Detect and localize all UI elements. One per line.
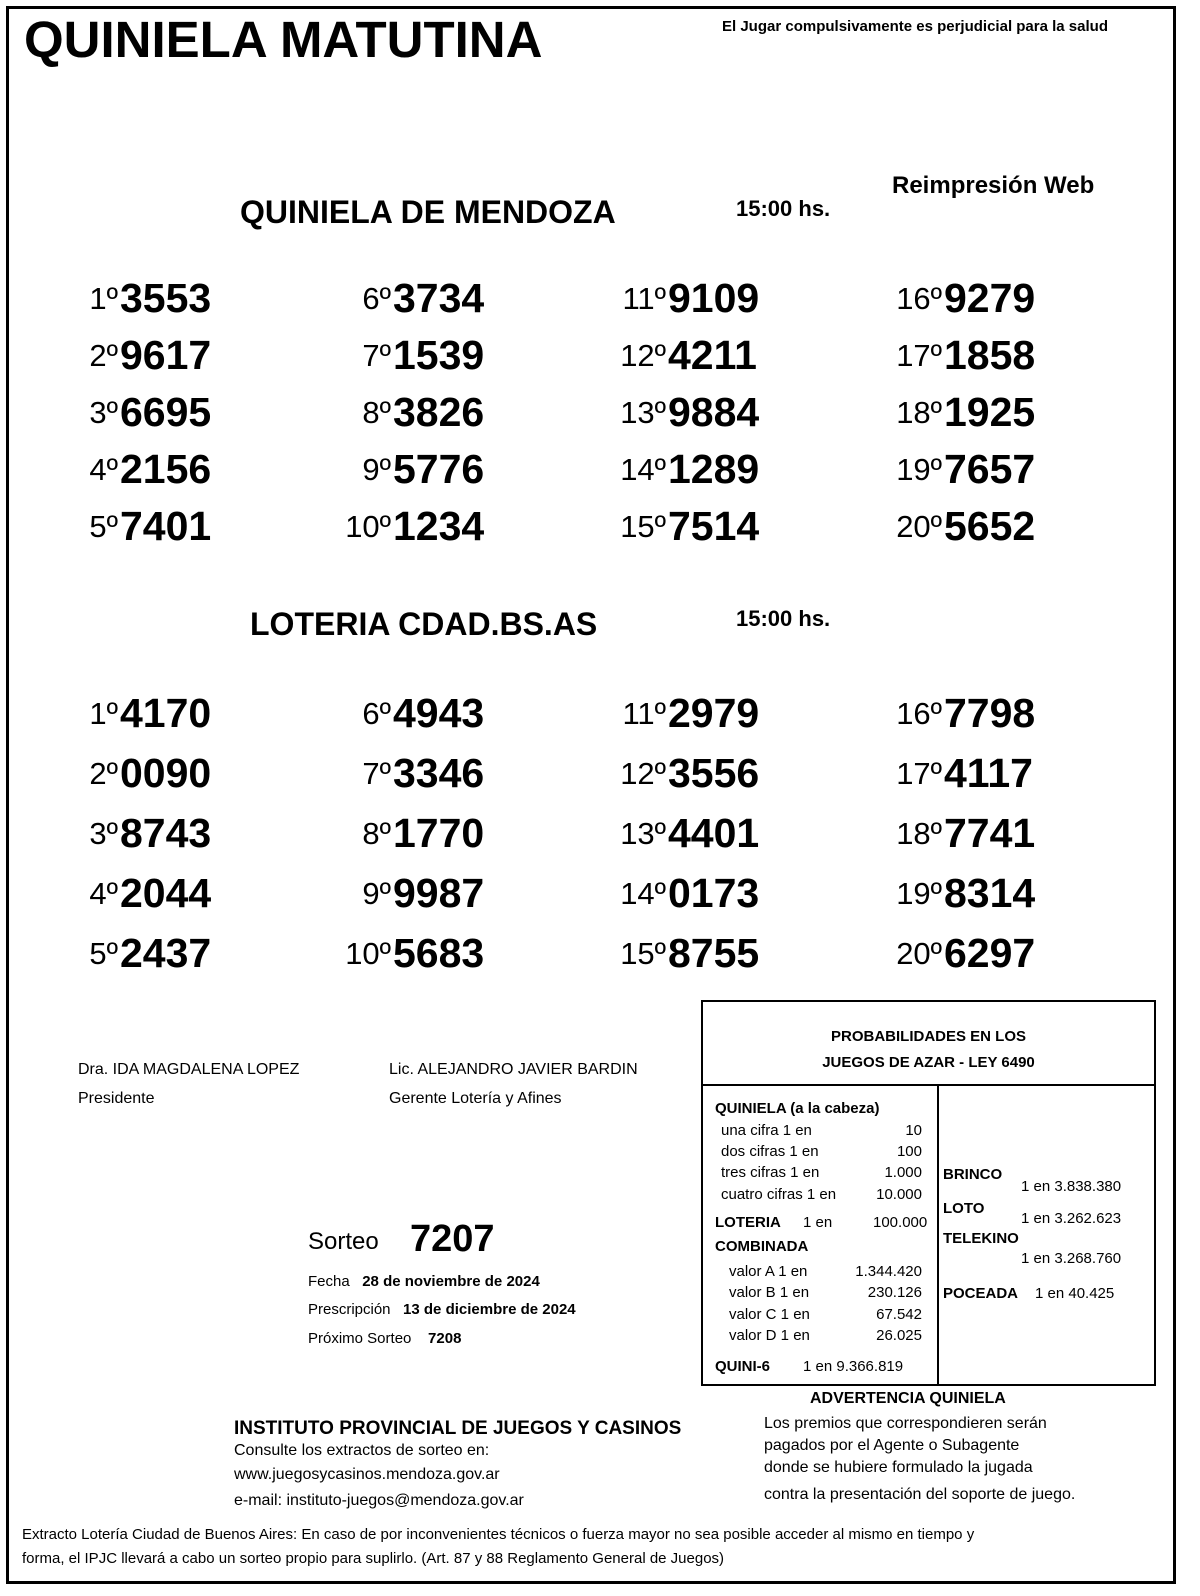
result-number: 8743 — [120, 810, 212, 856]
result-item — [854, 930, 1074, 982]
result-position: 6º — [362, 281, 391, 316]
odds-row-label: cuatro cifras 1 en — [721, 1186, 837, 1203]
result-item — [854, 750, 1074, 802]
result-position: 13º — [620, 395, 666, 430]
combinada-row-label: valor B 1 en — [729, 1284, 810, 1301]
probabilities-box — [701, 1000, 1156, 1386]
combinada-odds-label: COMBINADA — [715, 1238, 809, 1255]
institute-email-link[interactable]: e-mail: instituto-juegos@mendoza.gov.ar — [234, 1492, 524, 1509]
advertencia-line: Los premios que correspondieren serán — [764, 1415, 1047, 1432]
footer-note-line-1: Extracto Lotería Ciudad de Buenos Aires: En caso de por inconvenientes técnicos o fuerza mayor no sea posible acceder al mismo en tiempo y — [22, 1526, 975, 1543]
poceada-odds-label: POCEADA — [943, 1285, 1019, 1302]
result-position: 9º — [362, 452, 391, 487]
result-item — [303, 503, 523, 555]
result-position: 4º — [89, 876, 118, 911]
result-number: 9109 — [668, 275, 760, 321]
odds-row-label: una cifra 1 en — [721, 1122, 812, 1139]
probabilities-divider — [937, 1086, 939, 1384]
brinco-odds-label: BRINCO — [943, 1166, 1003, 1183]
result-position: 7º — [362, 338, 391, 373]
result-number: 7401 — [120, 503, 212, 549]
probabilities-title-2: JUEGOS DE AZAR - LEY 6490 — [822, 1054, 1035, 1071]
caba-section-title: LOTERIA CDAD.BS.AS — [250, 606, 598, 642]
result-position: 14º — [620, 876, 666, 911]
result-position: 11º — [622, 281, 666, 316]
result-number: 5652 — [944, 503, 1036, 549]
result-number: 7657 — [944, 446, 1036, 492]
result-number: 8314 — [944, 870, 1036, 916]
result-item — [30, 275, 250, 327]
signer-right-role: Gerente Lotería y Afines — [389, 1090, 562, 1107]
result-number: 4117 — [944, 750, 1033, 796]
result-position: 10º — [345, 936, 391, 971]
advertencia-line: contra la presentación del soporte de juego. — [764, 1486, 1076, 1503]
result-number: 9884 — [668, 389, 760, 435]
result-position: 8º — [362, 816, 391, 851]
result-item — [854, 332, 1074, 384]
sorteo-number: 7207 — [410, 1218, 495, 1260]
result-number: 3346 — [393, 750, 485, 796]
result-number: 1858 — [944, 332, 1036, 378]
result-number: 4211 — [668, 332, 757, 378]
result-number: 2156 — [120, 446, 212, 492]
odds-row-value: 10 — [905, 1122, 922, 1139]
result-item — [854, 690, 1074, 742]
result-position: 19º — [896, 876, 942, 911]
mendoza-section-title: QUINIELA DE MENDOZA — [240, 194, 616, 230]
result-item — [578, 810, 798, 862]
proximo-sorteo-label: Próximo Sorteo — [308, 1330, 412, 1347]
result-item — [578, 870, 798, 922]
result-item — [303, 750, 523, 802]
combinada-row-label: valor A 1 en — [729, 1263, 808, 1280]
result-item — [30, 446, 250, 498]
result-item — [30, 503, 250, 555]
result-position: 5º — [89, 509, 118, 544]
result-number: 1770 — [393, 810, 485, 856]
result-number: 1289 — [668, 446, 760, 492]
institute-consult-text: Consulte los extractos de sorteo en: — [234, 1442, 490, 1459]
result-item — [303, 332, 523, 384]
result-position: 20º — [896, 509, 942, 544]
result-item — [30, 870, 250, 922]
result-item — [578, 446, 798, 498]
result-number: 6297 — [944, 930, 1036, 976]
result-item — [578, 332, 798, 384]
result-position: 18º — [896, 816, 942, 851]
result-number: 7798 — [944, 690, 1036, 736]
result-position: 11º — [622, 696, 666, 731]
probabilities-header — [703, 1002, 1154, 1086]
result-position: 19º — [896, 452, 942, 487]
prescripcion-row — [308, 1301, 576, 1318]
result-number: 3734 — [393, 275, 485, 321]
result-position: 1º — [89, 696, 118, 731]
result-item — [30, 332, 250, 384]
proximo-sorteo-value: 7208 — [428, 1330, 462, 1347]
result-position: 17º — [896, 756, 942, 791]
institute-website-link[interactable]: www.juegosycasinos.mendoza.gov.ar — [234, 1466, 500, 1483]
result-item — [578, 389, 798, 441]
result-position: 5º — [89, 936, 118, 971]
fecha-label: Fecha — [308, 1273, 350, 1290]
reprint-label: Reimpresión Web — [892, 172, 1095, 199]
result-position: 2º — [89, 756, 118, 791]
result-position: 14º — [620, 452, 666, 487]
result-position: 13º — [620, 816, 666, 851]
footer-note-line-2: forma, el IPJC llevará a cabo un sorteo propio para suplirlo. (Art. 87 y 88 Reglamento General de Juegos) — [22, 1550, 725, 1567]
odds-row-value: 1.000 — [884, 1164, 922, 1181]
result-number: 2437 — [120, 930, 212, 976]
quini6-odds-value: 1 en 9.366.819 — [803, 1358, 904, 1375]
result-position: 3º — [89, 395, 118, 430]
telekino-odds-label: TELEKINO — [943, 1230, 1019, 1247]
result-number: 1539 — [393, 332, 485, 378]
result-number: 7741 — [944, 810, 1036, 856]
fecha-value: 28 de noviembre de 2024 — [362, 1273, 540, 1290]
result-item — [30, 750, 250, 802]
odds-row-label: dos cifras 1 en — [721, 1143, 819, 1160]
result-number: 9987 — [393, 870, 485, 916]
result-item — [303, 389, 523, 441]
caba-time: 15:00 hs. — [736, 606, 831, 631]
telekino-odds-value: 1 en 3.268.760 — [1021, 1250, 1122, 1267]
poceada-odds-value: 1 en 40.425 — [1035, 1285, 1115, 1302]
result-item — [303, 446, 523, 498]
combinada-row-label: valor C 1 en — [729, 1306, 810, 1323]
result-position: 12º — [620, 756, 666, 791]
advertencia-line: donde se hubiere formulado la jugada — [764, 1459, 1033, 1476]
signer-right-name: Lic. ALEJANDRO JAVIER BARDIN — [389, 1061, 638, 1078]
result-position: 17º — [896, 338, 942, 373]
result-item — [303, 930, 523, 982]
result-item — [854, 810, 1074, 862]
result-position: 16º — [896, 281, 942, 316]
result-number: 4170 — [120, 690, 212, 736]
odds-row-value: 100 — [896, 1143, 922, 1160]
result-item — [854, 503, 1074, 555]
health-warning: El Jugar compulsivamente es perjudicial para la salud — [722, 18, 1108, 35]
result-item — [30, 930, 250, 982]
result-position: 2º — [89, 338, 118, 373]
result-position: 3º — [89, 816, 118, 851]
result-number: 0090 — [120, 750, 212, 796]
result-number: 9617 — [120, 332, 212, 378]
result-item — [854, 446, 1074, 498]
brinco-odds-value: 1 en 3.838.380 — [1021, 1178, 1122, 1195]
combinada-row-value: 26.025 — [876, 1327, 922, 1344]
result-number: 1925 — [944, 389, 1036, 435]
result-position: 1º — [89, 281, 118, 316]
quiniela-odds-label: QUINIELA (a la cabeza) — [715, 1100, 880, 1117]
prescripcion-value: 13 de diciembre de 2024 — [403, 1301, 576, 1318]
loteria-odds-text: 1 en — [803, 1214, 833, 1231]
result-number: 2979 — [668, 690, 760, 736]
result-position: 15º — [620, 509, 666, 544]
advertencia-title: ADVERTENCIA QUINIELA — [810, 1390, 1006, 1407]
result-item — [303, 870, 523, 922]
result-position: 4º — [89, 452, 118, 487]
result-position: 6º — [362, 696, 391, 731]
result-item — [854, 389, 1074, 441]
loteria-odds-value: 100.000 — [873, 1214, 928, 1231]
loteria-odds-label: LOTERIA — [715, 1214, 781, 1231]
result-item — [578, 750, 798, 802]
result-number: 1234 — [393, 503, 485, 549]
result-position: 18º — [896, 395, 942, 430]
result-item — [303, 690, 523, 742]
loto-odds-label: LOTO — [943, 1200, 985, 1217]
result-position: 7º — [362, 756, 391, 791]
result-number: 3826 — [393, 389, 485, 435]
combinada-row-value: 230.126 — [867, 1284, 922, 1301]
odds-row-label: tres cifras 1 en — [721, 1164, 820, 1181]
loto-odds-value: 1 en 3.262.623 — [1021, 1210, 1122, 1227]
result-item — [578, 275, 798, 327]
result-position: 10º — [345, 509, 391, 544]
result-number: 6695 — [120, 389, 212, 435]
result-item — [854, 275, 1074, 327]
result-position: 15º — [620, 936, 666, 971]
result-number: 2044 — [120, 870, 212, 916]
result-item — [578, 503, 798, 555]
result-number: 3556 — [668, 750, 760, 796]
result-item — [854, 870, 1074, 922]
mendoza-time: 15:00 hs. — [736, 196, 831, 221]
result-position: 12º — [620, 338, 666, 373]
result-position: 20º — [896, 936, 942, 971]
result-number: 0173 — [668, 870, 760, 916]
result-item — [303, 275, 523, 327]
result-item — [30, 389, 250, 441]
probabilities-title-1: PROBABILIDADES EN LOS — [830, 1028, 1026, 1045]
prescripcion-label: Prescripción — [308, 1301, 391, 1318]
result-number: 8755 — [668, 930, 760, 976]
result-position: 8º — [362, 395, 391, 430]
fecha-row — [308, 1273, 540, 1290]
result-number: 3553 — [120, 275, 212, 321]
odds-row-value: 10.000 — [876, 1186, 922, 1203]
combinada-row-label: valor D 1 en — [729, 1327, 810, 1344]
institute-name: INSTITUTO PROVINCIAL DE JUEGOS Y CASINOS — [234, 1418, 682, 1439]
result-number: 4401 — [668, 810, 760, 856]
combinada-row-value: 67.542 — [876, 1306, 922, 1323]
result-position: 9º — [362, 876, 391, 911]
result-number: 4943 — [393, 690, 485, 736]
advertencia-line: pagados por el Agente o Subagente — [764, 1437, 1020, 1454]
result-item — [303, 810, 523, 862]
result-item — [30, 690, 250, 742]
result-number: 5683 — [393, 930, 485, 976]
signer-left-role: Presidente — [78, 1090, 155, 1107]
result-number: 9279 — [944, 275, 1036, 321]
result-position: 16º — [896, 696, 942, 731]
result-number: 5776 — [393, 446, 485, 492]
page-title: QUINIELA MATUTINA — [24, 11, 543, 68]
result-item — [578, 690, 798, 742]
result-number: 7514 — [668, 503, 760, 549]
signer-left-name: Dra. IDA MAGDALENA LOPEZ — [78, 1061, 300, 1078]
combinada-row-value: 1.344.420 — [855, 1263, 922, 1280]
sorteo-label: Sorteo — [308, 1228, 379, 1255]
result-item — [30, 810, 250, 862]
quini6-odds-label: QUINI-6 — [715, 1358, 771, 1375]
result-item — [578, 930, 798, 982]
proximo-sorteo-row — [308, 1330, 461, 1347]
